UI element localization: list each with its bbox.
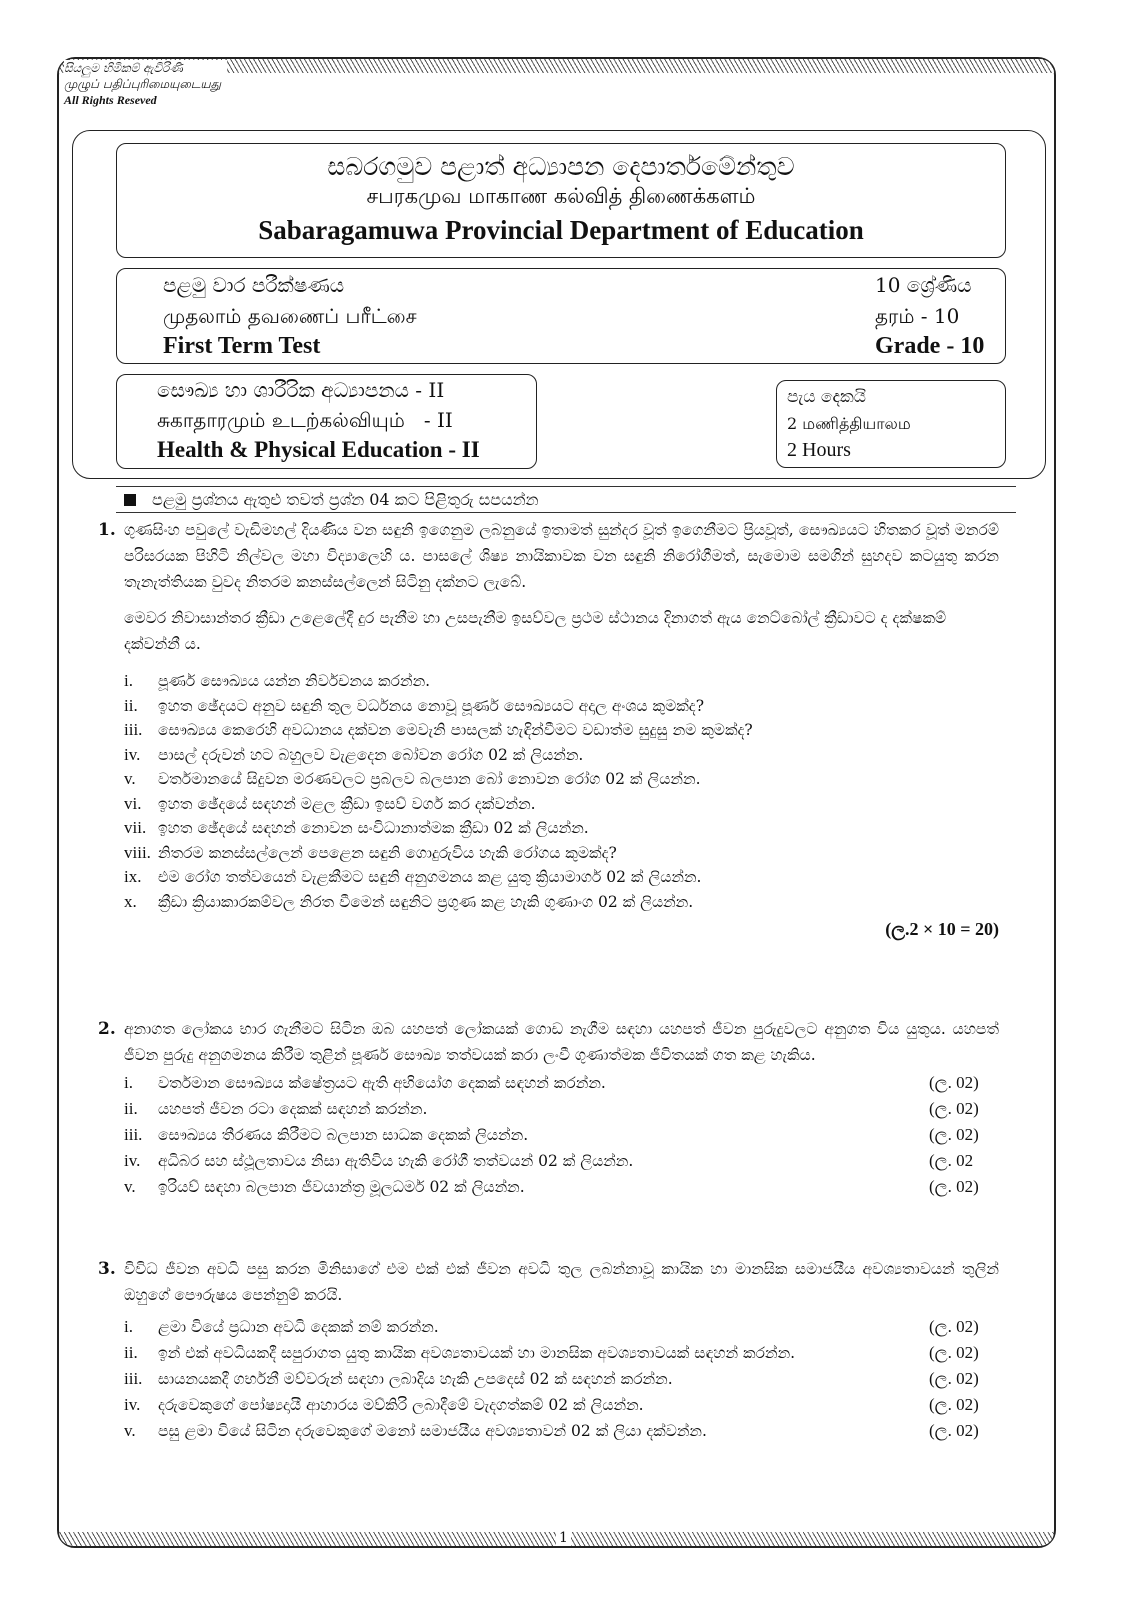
subquestion-text: සායනයකදී ගර්භනී මව්වරුන් සඳහා ලබාදිය හැකි උපදෙස් 02 ක් සඳහන් කරන්න. [158, 1370, 673, 1388]
roman-numeral: v. [124, 769, 136, 788]
term-ta: முதலாம் தவணைப் பரீட்சை [163, 304, 417, 328]
roman-numeral: i. [124, 1317, 133, 1336]
subquestion-text: දරුවෙකුගේ පෝෂ්‍යදායී ආහාරය මව්කිරි ලබාදීමේ වැදගත්කම් 02 ක් ලියන්න. [158, 1396, 644, 1414]
question-3 [98, 1256, 999, 1444]
subquestion [124, 694, 999, 719]
roman-numeral: iv. [124, 1151, 141, 1170]
subquestion-text: වර්තමානයේ සිදුවන මරණවලට ප්‍රබලව බලපාන බෝ නොවන රෝග 02 ක් ලියන්න. [158, 770, 701, 788]
marks: (ල. 02) [929, 1343, 979, 1362]
subquestion [124, 1070, 999, 1096]
roman-numeral: ii. [124, 1343, 138, 1362]
subquestion-text: ඉරියව් සඳහා බලපාන ජීවයාන්ත්‍ර මූලධර්ම 02 ක් ලියන්න. [158, 1178, 525, 1196]
divider [116, 512, 1016, 513]
roman-numeral: v. [124, 1177, 136, 1196]
marks: (ල. 02) [929, 1125, 979, 1144]
marks: (ල. 02) [929, 1421, 979, 1440]
marks: (ල. 02) [929, 1317, 979, 1336]
subject-ta: சுகாதாரமும் உடற்கல்வியும் - II [157, 408, 453, 432]
subquestion [124, 1148, 999, 1174]
question-1 [98, 517, 999, 942]
dept-title-ta: சபரகமுவ மாகாண கல்வித் திணைக்களம் [366, 184, 756, 208]
subquestion-text: පාසල් දරුවන් හට බහුලව වැළදෙන බෝවන රෝග 02 ක් ලියන්න. [158, 745, 584, 764]
subquestion-text: ඉහත ඡේදයට අනුව සඳුනි තුල වර්ධනය නොවූ පූර්ණ සෞඛ්‍යයට අදාල අංශය කුමක්ද? [158, 696, 705, 715]
marks: (ල. 02) [929, 1177, 979, 1196]
subquestion [124, 865, 999, 890]
time-ta: 2 மணித்தியாலம [787, 414, 911, 433]
rights-ta: முழுப் பதிப்புரிமையுடையது [64, 77, 222, 91]
subquestion-text: එම රෝග තත්වයෙන් වැළකීමට සඳුනි අනුගමනය කළ යුතු ක්‍රියාමාර්ග 02 ක් ලියන්න. [158, 868, 702, 886]
subject-si: සෞඛ්‍ය හා ශාරීරික අධ්‍යාපනය - II [157, 378, 445, 402]
subquestion [124, 669, 999, 694]
subquestion-text: අධිබර සහ ස්ථූලතාවය නිසා ඇතිවිය හැකි රෝගී තත්වයන් 02 ක් ලියන්න. [158, 1152, 634, 1170]
marks-total: (ල.2 × 10 = 20) [885, 919, 999, 939]
subquestion-text: ඉන් එක් අවධියකදී සපුරාගත යුතු කායික අවශ්‍යතාවයක් හා මානසික අවශ්‍යතාවයක් සඳහන් කරන්න. [158, 1344, 796, 1362]
subquestion [124, 890, 999, 915]
question-number: 3. [98, 1259, 116, 1279]
square-bullet-icon [124, 494, 136, 506]
subquestion-text: ක්‍රීඩා ක්‍රියාකාරකම්වල නිරත වීමෙන් සඳුනිට ප්‍රගුණ කළ හැකි ගුණාංග 02 ක් ලියන්න. [158, 892, 694, 911]
subquestion [124, 1366, 999, 1392]
subquestion-text: වර්තමාන සෞඛ්‍යය ක්ෂේත්‍රයට ඇති අභියෝග දෙකක් සඳහන් කරන්න. [158, 1074, 606, 1092]
subquestion-text: සෞඛ්‍යය කෙරෙහි අවධානය දක්වන මෙවැනි පාසලක් හැඳින්වීමට වඩාත්ම සුදුසු නම කුමක්ද? [158, 721, 753, 739]
question-2 [98, 1016, 999, 1200]
dept-title-en: Sabaragamuwa Provincial Department of Education [258, 215, 864, 245]
roman-numeral: i. [124, 1073, 133, 1092]
subject-box [116, 374, 537, 469]
subquestion-text: නිතරම කනස්සල්ලෙන් පෙළෙන සඳුනි ගොදුරුවිය හැකි රෝගය කුමක්ද? [158, 843, 617, 862]
term-box [116, 268, 1006, 364]
subquestion-text: ඉහත ඡේදයේ සඳහන් මළල ක්‍රීඩා ඉසව් වර්ග කර දක්වන්න. [158, 794, 536, 813]
marks: (ල. 02) [929, 1099, 979, 1118]
question-number: 2. [98, 1019, 116, 1039]
marks: (ල. 02) [929, 1073, 979, 1092]
subquestion [124, 841, 999, 866]
subquestion-list [124, 1070, 999, 1200]
roman-numeral: x. [124, 891, 137, 911]
subquestion-text: සෞඛ්‍යය තීරණය කිරීමට බලපාන සාධක දෙකක් ලියන්න. [158, 1126, 529, 1144]
grade-ta: தரம் - 10 [875, 304, 960, 328]
subquestion [124, 1392, 999, 1418]
subquestion-text: ළමා වියේ ප්‍රධාන අවධි දෙකක් නම් කරන්න. [158, 1318, 439, 1336]
rights-si: සියලුම හිමිකම් ඇවිරිණි [64, 61, 183, 75]
marks: (ල. 02) [929, 1369, 979, 1388]
subquestion [124, 718, 999, 743]
subquestion [124, 1418, 999, 1444]
time-en: 2 Hours [787, 439, 851, 461]
subquestion [124, 1122, 999, 1148]
subquestion-text: ඉහත ඡේදයේ සඳහන් නොවන සංවිධානාත්මක ක්‍රීඩා 02 ක් ලියන්න. [158, 819, 589, 837]
copyright-notice [64, 60, 227, 108]
dept-title-si: සබරගමුව පළාත් අධ්‍යාපන දෙපාර්තමේන්තුව [327, 152, 795, 181]
roman-numeral: vi. [124, 793, 142, 813]
subquestion [124, 1340, 999, 1366]
roman-numeral: i. [124, 671, 133, 690]
rights-en: All Rights Reseved [64, 93, 157, 107]
duration-box [776, 380, 1006, 468]
instruction [124, 490, 539, 510]
subject-en: Health & Physical Education - II [157, 437, 480, 462]
divider [116, 486, 1016, 487]
question-passage: අනාගත ලෝකය භාර ගැනීමට සිටින ඔබ යහපත් ලෝකයක් ගොඩ නැගීම සඳහා යහපත් ජීවන පුරුදුවලට අනුගත විය යුතුය. යහපත් ජීවන පුරුදු අනුගමනය කිරීම තුළින් පූර්ණ සෞඛ්‍ය තත්වයක් කරා ලංවී ගුණාත්මක ජීවිතයක් ගත කළ හැකිය. [124, 1020, 999, 1064]
department-box [116, 143, 1006, 258]
question-passage: මෙවර නිවාසාන්තර ක්‍රීඩා උළෙලේදී දුර පැනීම හා උසපැනීම ඉසව්වල ප්‍රථම ස්ථානය දිනාගත් ඇය නෙට්බෝල් ක්‍රීඩාවට ද දක්ෂකම් දක්වන්නී ය. [124, 609, 947, 653]
subquestion-text: යහපත් ජීවන රටා දෙකක් සඳහන් කරන්න. [158, 1100, 428, 1118]
roman-numeral: iii. [124, 720, 143, 739]
roman-numeral: iii. [124, 1125, 143, 1144]
question-number: 1. [98, 520, 116, 540]
roman-numeral: viii. [124, 842, 151, 862]
question-passage: ගුණසිංහ පවුලේ වැඩිමහල් දියණිය වන සඳුනි ඉගෙනුම ලබනුයේ ඉතාමත් සුන්දර වූත් ඉගෙනීමට ප්‍රියවූත්, සෞඛ්‍යයට හිතකර වූත් මනරම් පරිසරයක පිහිටි නිල්වල මහා විද්‍යාලෙහි ය. පාසලේ ශිෂ්‍ය නායිකාවක වන සඳුනි නිරෝගීමත්, සැමොම සමගින් සුහදව කටයුතු කරන තැනැත්තියක වුවද නිතරම කනස්සල්ලෙන් සිටිනු දක්නට ලැබේ. [124, 521, 999, 591]
marks: (ල. 02) [929, 1395, 979, 1414]
subquestion-text: පූර්ණ සෞඛ්‍යය යන්න නිර්වචනය කරන්න. [158, 672, 431, 690]
roman-numeral: ix. [124, 867, 142, 886]
roman-numeral: vii. [124, 818, 147, 837]
roman-numeral: iii. [124, 1369, 143, 1388]
marks: (ල. 02 [929, 1151, 974, 1170]
subquestion-list [124, 669, 999, 914]
roman-numeral: iv. [124, 1395, 141, 1414]
subquestion [124, 816, 999, 841]
term-si: පළමු වාර පරීක්ෂණය [163, 273, 345, 297]
subquestion [124, 1174, 999, 1200]
subquestion [124, 1096, 999, 1122]
roman-numeral: v. [124, 1421, 136, 1440]
subquestion [124, 792, 999, 817]
time-si: පැය දෙකයි [787, 387, 867, 407]
subquestion [124, 767, 999, 792]
instruction-text: පළමු ප්‍රශ්නය ඇතුළු තවත් ප්‍රශ්න 04 කට පිළිතුරු සපයන්න [152, 490, 539, 509]
page-number: 1 [556, 1530, 571, 1546]
roman-numeral: ii. [124, 695, 138, 715]
subquestion-text: පසු ළමා වියේ සිටින දරුවෙකුගේ මනෝ සමාජයීය අවශ්‍යතාවන් 02 ක් ලියා දක්වන්න. [158, 1422, 707, 1440]
grade-en: Grade - 10 [875, 333, 985, 359]
grade-si: 10 ශ්‍රේණිය [875, 273, 972, 297]
roman-numeral: ii. [124, 1099, 138, 1118]
subquestion-list [124, 1314, 999, 1444]
subquestion [124, 743, 999, 768]
subquestion [124, 1314, 999, 1340]
question-passage: විවිධ ජීවන අවධි පසු කරන මිනිසාගේ එම එක් එක් ජීවන අවධි තුල ලබන්නාවූ කායික හා මානසික සමාජයීය අවශ්‍යතාවයන් තුලින් ඔහුගේ පෞරුෂය පෙන්නුම් කරයි. [124, 1260, 999, 1304]
term-en: First Term Test [163, 333, 321, 359]
roman-numeral: iv. [124, 744, 141, 764]
